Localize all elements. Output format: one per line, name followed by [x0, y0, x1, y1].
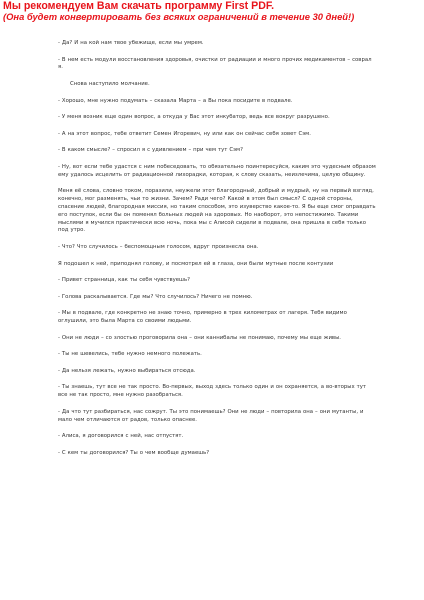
paragraph: - Привет странница, как ты себя чувствуешь? [58, 277, 190, 284]
paragraph: - В нем есть модули восстановления здоровья, очистки от радиации и много прочих медикаментов – соврал я. [58, 56, 372, 71]
paragraph: - А на этот вопрос, тебе ответит Семен Игоревич, ну или как он сейчас себя зовет Сэм. [58, 130, 311, 137]
paragraph: - Да что тут разбираться, нас сожрут. Ты это понимаешь? Они не люди – повторила она – они мутанты, и мало чем отличаются от радов, только опаснее. [58, 408, 364, 423]
paragraph: - Да нельзя лежать, нужно выбираться отсюда. [58, 367, 196, 374]
paragraph: Меня её слова, словно током, поразили, неужели этот благородный, добрый и мудрый, ну на первый взгляд, конечно, мог разменять, чьи то жизни. Зачем? Ради чего? Какой в этом был смысл? С одной стороны, спасение людей, благородная миссия, но таким способом, это изуверство какое-то. Я бы еще смог оправдать его поступок, если бы он поменял больных людей на здоровых. Но наоборот, это непостижимо. Такими мыслями я мучился практически всю ночь, пока мы с Алисой сидели в подвале, она пришла в себя только под утро. [58, 188, 376, 234]
paragraph: - Алиса, я договорился с ней, нас отпустят. [58, 433, 184, 440]
paragraph: - Мы в подвале, где конкретно не знаю точно, примерно в трех километрах от лагеря. Тебя видимо оглушили, это была Марта со своими людьми. [58, 310, 347, 325]
watermark-line-2: (Она будет конвертировать без всяких ограничений в течение 30 дней!) [3, 11, 355, 22]
first-pdf-watermark [3, 1, 421, 22]
paragraph: - Что? Что случилось – беспомощным голосом, вдруг произнесла она. [58, 243, 259, 250]
paragraph: - В каком смысле? – спросил я с удивлением – при чем тут Сэм? [58, 147, 243, 154]
paragraph: - Ну, вот если тебе удастся с ним побеседовать, то обязательно поинтересуйся, каким это чудесным образом ему удалось исцелить от радиационной лихорадки, которая, к слову сказать, неизлечима, целую общину. [58, 163, 376, 178]
paragraph: - У меня возник еще один вопрос, а откуда у Вас этот инкубатор, ведь все вокруг разрушено. [58, 114, 330, 121]
paragraph: - С кем ты договорился? Ты о чем вообще думаешь? [58, 449, 210, 456]
paragraph: - Да? И на кой нам твое убежище, если мы умрем. [58, 40, 204, 46]
document-page [58, 40, 376, 466]
paragraph: - Ты не шевелись, тебе нужно немного полежать. [58, 351, 202, 358]
watermark-line-1: Мы рекомендуем Вам скачать программу First PDF. [3, 0, 275, 12]
paragraph: - Хорошо, мне нужно подумать – сказала Марта – а Вы пока посидите в подвале. [58, 97, 293, 104]
paragraph: - Они не люди – со злостью проговорила она – они каннибалы не понимаю, почему мы еще живы. [58, 334, 341, 341]
paragraph: - Голова раскалывается. Где мы? Что случилось? Ничего не помню. [58, 293, 253, 300]
paragraph: Снова наступило молчание. [70, 80, 150, 87]
paragraph: Я подошел к ней, приподнял голову, и посмотрел ей в глаза, они были мутные после контузии [58, 260, 334, 267]
paragraph: - Ты знаешь, тут все не так просто. Во-первых, выход здесь только один и он охраняется, а во-вторых тут все не так просто, мне нужно разобраться. [58, 384, 367, 399]
